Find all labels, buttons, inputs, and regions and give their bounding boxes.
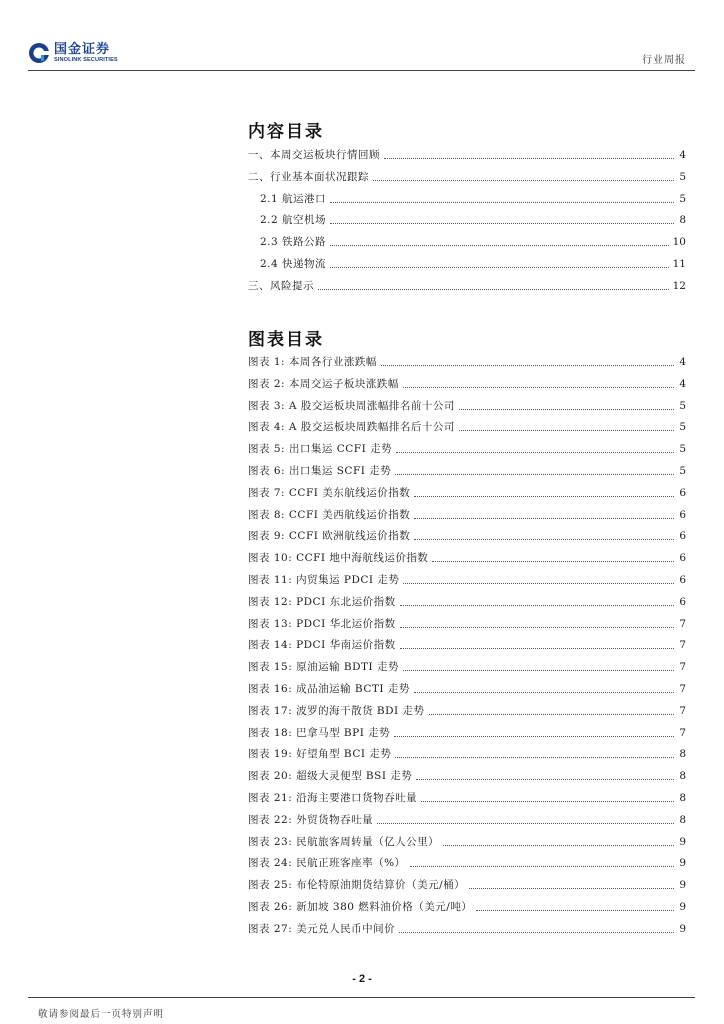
figure-entry-page: 7 (679, 726, 686, 739)
toc-title: 内容目录 (248, 122, 324, 142)
figure-entry[interactable] (248, 549, 686, 565)
dot-leader (414, 495, 674, 497)
toc-entry-label: 一、本周交运板块行情回顾 (248, 149, 380, 161)
figures-title: 图表目录 (248, 330, 324, 350)
figure-entry[interactable] (248, 745, 686, 761)
toc-entry-label: 二、行业基本面状况跟踪 (248, 170, 369, 183)
dot-leader (403, 386, 674, 388)
figure-entry-label: 图表 5: 出口集运 CCFI 走势 (248, 443, 393, 456)
figure-entry-label: 图表 4: A 股交运板块周跌幅排名后十公司 (248, 421, 455, 434)
figure-entry[interactable] (248, 767, 686, 783)
dot-leader (330, 222, 674, 224)
dot-leader (403, 669, 674, 671)
dot-leader (443, 844, 674, 846)
figure-entry[interactable] (248, 484, 686, 500)
figure-entry-label: 图表 24: 民航正班客座率（%） (248, 857, 406, 870)
figure-entry-page: 4 (679, 356, 686, 368)
figure-entry[interactable] (248, 418, 686, 434)
figure-entry-page: 7 (679, 617, 686, 630)
dot-leader (414, 517, 674, 519)
dot-leader (416, 778, 674, 780)
company-logo (28, 42, 118, 64)
figure-entry-page: 8 (679, 748, 686, 761)
figure-entry-page: 6 (679, 508, 686, 521)
footer-divider (28, 997, 695, 998)
dot-leader (421, 800, 674, 802)
dot-leader (414, 691, 674, 693)
figure-entry-label: 图表 7: CCFI 美东航线运价指数 (248, 486, 411, 499)
header-divider (28, 70, 695, 71)
figure-entry[interactable] (248, 593, 686, 609)
figure-entry-label: 图表 14: PDCI 华南运价指数 (248, 639, 396, 652)
figure-entry[interactable] (248, 702, 686, 718)
dot-leader (373, 179, 674, 181)
toc-entry[interactable] (248, 190, 686, 206)
figure-entry[interactable] (248, 854, 686, 870)
figure-entry-label: 图表 23: 民航旅客周转量（亿人公里） (248, 835, 440, 848)
figure-entry-label: 图表 20: 超级大灵便型 BSI 走势 (248, 770, 413, 783)
dot-leader (469, 887, 674, 889)
toc-entry-page: 10 (672, 236, 686, 249)
toc-entry-label: 2.3 铁路公路 (260, 236, 327, 249)
figure-entry[interactable] (248, 615, 686, 631)
figure-entry[interactable] (248, 397, 686, 413)
figure-entry-label: 图表 18: 巴拿马型 BPI 走势 (248, 726, 391, 739)
figure-entry[interactable] (248, 789, 686, 805)
toc-entry[interactable] (248, 255, 686, 271)
figure-entry-label: 图表 12: PDCI 东北运价指数 (248, 595, 396, 608)
figure-entry-label: 图表 6: 出口集运 SCFI 走势 (248, 465, 392, 477)
figure-entry[interactable] (248, 462, 686, 478)
figure-entry-label: 图表 1: 本周各行业涨跌幅 (248, 356, 377, 368)
page-header (0, 0, 724, 75)
dot-leader (399, 931, 674, 933)
toc-entry-label: 2.1 航运港口 (260, 192, 327, 205)
dot-leader (414, 538, 674, 540)
figure-entry-page: 6 (679, 574, 686, 586)
toc-entry-page: 5 (679, 170, 686, 183)
figure-entry[interactable] (248, 506, 686, 522)
report-type: 行业周报 (642, 55, 686, 66)
dot-leader (400, 604, 674, 606)
dot-leader (476, 909, 674, 911)
figure-entry[interactable] (248, 876, 686, 892)
figure-entry[interactable] (248, 680, 686, 696)
figure-entry-page: 9 (679, 922, 686, 935)
figure-entry-page: 4 (679, 377, 686, 390)
figure-entry[interactable] (248, 724, 686, 740)
figure-entry-page: 7 (679, 704, 686, 717)
figure-entry-label: 图表 25: 布伦特原油期货结算价（美元/桶） (248, 879, 466, 892)
figure-entry-page: 5 (679, 399, 686, 412)
dot-leader (403, 582, 674, 584)
dot-leader (330, 266, 669, 268)
figure-entry-label: 图表 27: 美元兑人民币中间价 (248, 922, 396, 935)
page-number: - 2 - (352, 973, 372, 985)
figure-entry[interactable] (248, 898, 686, 914)
figure-entry[interactable] (248, 571, 686, 587)
figure-entry-page: 9 (679, 835, 686, 848)
dot-leader (377, 822, 674, 824)
figure-entry-label: 图表 2: 本周交运子板块涨跌幅 (248, 377, 399, 390)
toc-entry-page: 8 (679, 214, 686, 227)
toc-entry-page: 4 (679, 149, 686, 161)
figure-entry[interactable] (248, 636, 686, 652)
figure-entry-label: 图表 19: 好望角型 BCI 走势 (248, 748, 392, 761)
figure-entry-page: 8 (679, 813, 686, 826)
figure-entry[interactable] (248, 833, 686, 849)
dot-leader (395, 473, 674, 475)
toc-entry-label: 三、风险提示 (248, 279, 314, 292)
figure-entry-page: 7 (679, 683, 686, 695)
toc-entry-label: 2.2 航空机场 (260, 214, 327, 227)
figure-entry-page: 9 (679, 879, 686, 892)
figure-entry[interactable] (248, 920, 686, 936)
logo-icon (28, 42, 50, 64)
dot-leader (432, 560, 674, 562)
figure-entry-page: 7 (679, 661, 686, 674)
figure-entry[interactable] (248, 527, 686, 543)
toc-entry[interactable] (248, 146, 686, 162)
dot-leader (394, 735, 674, 737)
figure-entry[interactable] (248, 811, 686, 827)
dot-leader (396, 451, 674, 453)
figure-entry-page: 9 (679, 901, 686, 913)
dot-leader (410, 865, 674, 867)
toc-entry[interactable] (248, 233, 686, 249)
dot-leader (459, 408, 674, 410)
figure-entry-label: 图表 22: 外贸货物吞吐量 (248, 813, 374, 826)
logo-english-name: SINOLINK SECURITIES (54, 56, 118, 63)
figure-entry-page: 9 (679, 857, 686, 870)
figure-entry-label: 图表 16: 成品油运输 BCTI 走势 (248, 683, 410, 695)
toc-entry-label: 2.4 快递物流 (260, 258, 327, 270)
figure-entry-page: 7 (679, 639, 686, 652)
figure-entry-label: 图表 15: 原油运输 BDTI 走势 (248, 661, 400, 674)
figure-entry-page: 5 (679, 421, 686, 434)
toc-entry-page: 11 (672, 258, 686, 270)
figure-entry-page: 6 (679, 552, 686, 565)
figure-entry-label: 图表 11: 内贸集运 PDCI 走势 (248, 574, 400, 586)
toc-entry-page: 12 (672, 279, 686, 292)
figure-entry-label: 图表 8: CCFI 美西航线运价指数 (248, 508, 411, 521)
figure-entry-page: 5 (679, 443, 686, 456)
figure-entry-page: 6 (679, 530, 686, 543)
figure-entry[interactable] (248, 375, 686, 391)
toc-entry[interactable] (248, 168, 686, 184)
figure-entry[interactable] (248, 440, 686, 456)
disclaimer-note: 敬请参阅最后一页特别声明 (38, 1009, 165, 1020)
dot-leader (395, 756, 674, 758)
toc-entry[interactable] (248, 277, 686, 293)
dot-leader (400, 626, 674, 628)
figure-entry-label: 图表 10: CCFI 地中海航线运价指数 (248, 552, 429, 565)
dot-leader (330, 244, 669, 246)
figure-entry[interactable] (248, 658, 686, 674)
dot-leader (429, 713, 674, 715)
figure-entry-label: 图表 26: 新加坡 380 燃料油价格（美元/吨） (248, 901, 473, 913)
figure-entry-label: 图表 3: A 股交运板块周涨幅排名前十公司 (248, 399, 455, 412)
figure-entry-page: 6 (679, 595, 686, 608)
dot-leader (384, 157, 674, 159)
figure-entry-page: 8 (679, 770, 686, 783)
figure-entry-label: 图表 21: 沿海主要港口货物吞吐量 (248, 792, 418, 804)
figure-entry-label: 图表 17: 波罗的海干散货 BDI 走势 (248, 704, 425, 717)
toc-entry[interactable] (248, 211, 686, 227)
toc-entry-page: 5 (679, 192, 686, 205)
dot-leader (459, 429, 674, 431)
figure-entry-label: 图表 9: CCFI 欧洲航线运价指数 (248, 530, 411, 543)
dot-leader (330, 201, 674, 203)
logo-chinese-name: 国金证券 (54, 41, 111, 57)
dot-leader (381, 364, 674, 366)
figure-entry-page: 6 (679, 486, 686, 499)
figure-entry-page: 8 (679, 792, 686, 804)
dot-leader (400, 647, 674, 649)
dot-leader (318, 288, 669, 290)
figure-entry-label: 图表 13: PDCI 华北运价指数 (248, 617, 396, 630)
figure-entry-page: 5 (679, 465, 686, 477)
figure-entry[interactable] (248, 353, 686, 369)
